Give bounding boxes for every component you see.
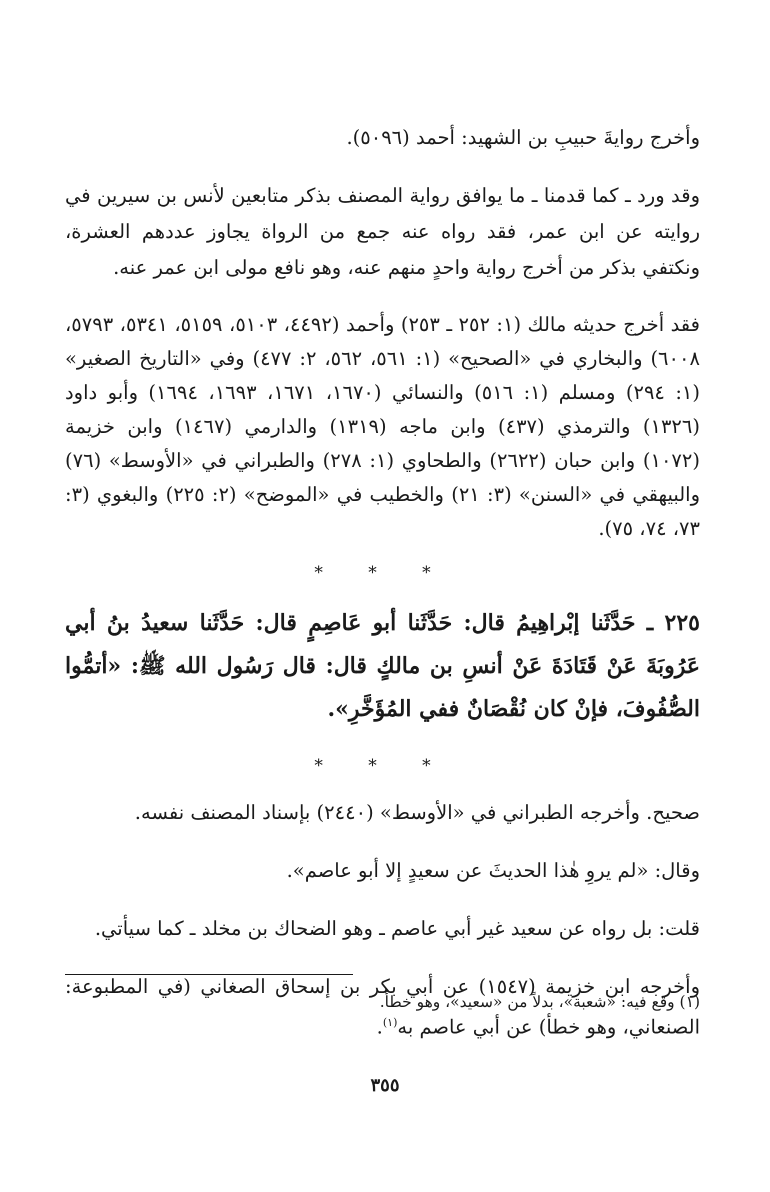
paragraph-takhrij-nafi: فقد أخرج حديثه مالك (١: ٢٥٢ ـ ٢٥٣) وأحمد (٤٤٩٢، ٥١٠٣، ٥١٥٩، ٥٣٤١، ٥٧٩٣، ٦٠٠٨) والبخاري في «الصحيح» (١: ٥٦١، ٥٦٢، ٢: ٤٧٧) وفي «التاريخ الصغير» (١: ٢٩٤) ومسلم (١: ٥١٦) والنسائي (١٦٧٠، ١٦٧١، ١٦٩٣، ١٦٩٤) وأبو داود (١٣٢٦) والترمذي (٤٣٧) وابن ماجه (١٣١٩) والدارمي (١٤٦٧) وابن خزيمة (١٠٧٢) وابن حبان (٢٦٢٢) والطحاوي (١: ٢٧٨) والطبراني في «الأوسط» (٧٦) والبيهقي في «السنن» (٣: ٢١) والخطيب في «الموضح» (٢: ٢٢٥) والبغوي (٣: ٧٣، ٧٤، ٧٥). (65, 313, 701, 540)
paragraph-author-note: قلت: بل رواه عن سعيد غير أبي عاصم ـ وهو الضحاك بن مخلد ـ كما سيأتي. (94, 917, 700, 940)
paragraph-ibn-khuzaymah-text: وأخرجه ابن خزيمة (١٥٤٧) عن أبي بكر بن إسحاق الصغاني (في المطبوعة: الصنعاني، وهو خطأ) عن أبي عاصم به (65, 975, 700, 1039)
paragraph-habib-narration: وأخرج روايةَ حبيبِ بن الشهيد: أحمد (٥٠٩٦). (346, 126, 700, 149)
paragraph-grading: صحيح. وأخرجه الطبراني في «الأوسط» (٢٤٤٠) بإسناد المصنف نفسه. (134, 801, 700, 824)
footnote-1: (١) وقع فيه: «شعبة»، بدلاً من «سعيد»، وهو خطأ. (379, 993, 700, 1011)
paragraph-tabarani-quote: وقال: «لم يروِ هٰذا الحديثَ عن سعيدٍ إلا أبو عاصم». (286, 859, 700, 882)
hadith-225-text: ٢٢٥ ـ حَدَّثَنا إبْراهِيمُ قال: حَدَّثَنا أبو عَاصِمٍ قال: حَدَّثَنا سعيدُ بنُ أبي عَرُوبَةَ عَنْ قَتَادَةَ عَنْ أنسِ بن مالكٍ قال: قال رَسُول الله ﷺ: «أتمُّوا الصُّفُوفَ، فإنْ كان نُقْصَانٌ ففي المُؤَخَّرِ». (65, 610, 700, 722)
footnote-marker: (١) (382, 1016, 398, 1029)
paragraph-corroborating-narrators: وقد ورد ـ كما قدمنا ـ ما يوافق رواية المصنف بذكر متابعين لأنس بن سيرين في روايته عن ابن عمر، فقد رواه عنه جمع من الرواة يجاوز عددهم العشرة، ونكتفي بذكر من أخرج رواية واحدٍ منهم عنه، وهو نافع مولى ابن عمر عنه. (65, 184, 700, 279)
footnote-divider (65, 974, 353, 975)
page-number: ٣٥٥ (370, 1075, 400, 1096)
paragraph-ibn-khuzaymah: وأخرجه ابن خزيمة (١٥٤٧) عن أبي بكر بن إسحاق الصغاني (في المطبوعة: الصنعاني، وهو خطأ) عن أبي عاصم به$^{(١)}$. (65, 975, 700, 1039)
section-separator: * * * (314, 563, 451, 583)
page-body (65, 120, 700, 1068)
section-separator-2: * * * (314, 756, 451, 776)
